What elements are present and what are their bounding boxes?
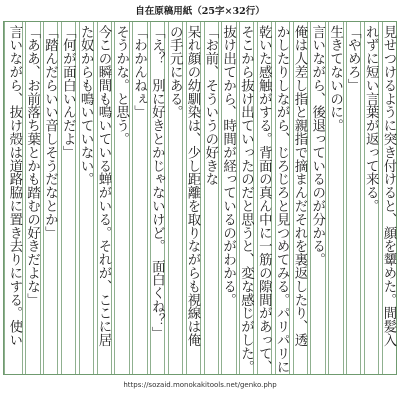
column-text: 「何が面白いんだよ」: [60, 25, 76, 159]
column-text: れずに短い言葉が返って来る。: [363, 25, 379, 213]
manuscript-column: [382, 22, 396, 374]
column-text: 乾いた感触がする。背面の真ん中に一筋の隙間があって、: [256, 25, 272, 374]
manuscript-column: [132, 22, 146, 374]
column-text: た奴からも鳴いていない。: [78, 25, 94, 186]
manuscript-column: [346, 22, 360, 374]
manuscript-column: [364, 22, 378, 374]
column-text: 今この瞬間も鳴いている蝉がいる。それが、ここに居: [95, 25, 111, 347]
column-text: そこから抜け出ていったのだと思うと、変な感じがした。: [238, 25, 254, 374]
manuscript-column: [257, 22, 271, 374]
column-text: の手元にある。: [167, 25, 183, 119]
column-text: 「お前、そういうの好きな: [202, 25, 218, 186]
manuscript-column: [114, 22, 128, 374]
manuscript-column: [328, 22, 342, 374]
column-text: 「踏んだらいい音しそうだなとか」: [42, 25, 58, 240]
column-text: 言いながら、後退っているのが分かる。: [309, 25, 325, 267]
column-text: 見せつけるように突き付けると、顔を顰めた。間髪入: [380, 25, 396, 347]
manuscript-column: [61, 22, 75, 374]
manuscript-column: [221, 22, 235, 374]
column-text: 俺は人差し指と親指で摘まんだそれを裏返したり、透: [291, 25, 307, 347]
manuscript-column: [150, 22, 164, 374]
manuscript-column: [310, 22, 324, 374]
column-text: 「ああ、お前落ち葉とかも踏むの好きだよな」: [24, 25, 40, 307]
manuscript-sheet: [3, 21, 397, 375]
column-text: 言いながら、抜け殻は道路脇に置き去りにする。使い: [6, 25, 22, 347]
manuscript-column: [43, 22, 57, 374]
manuscript-column: [168, 22, 182, 374]
page-title: 自在原稿用紙（25字×32行）: [135, 6, 265, 17]
column-text: 生きてないのに。: [327, 25, 343, 133]
column-text: 呆れ顔の幼馴染は、少し距離を取りながらも視線は俺: [184, 25, 200, 347]
manuscript-column: [204, 22, 218, 374]
manuscript-column: [25, 22, 39, 374]
manuscript-column: [79, 22, 93, 374]
manuscript-column: [186, 22, 200, 374]
manuscript-column: [293, 22, 307, 374]
column-text: かしたりしながら、じろじろと見つめてみる。パリパリに: [274, 25, 290, 374]
manuscript-column: [275, 22, 289, 374]
manuscript-column: [239, 22, 253, 374]
column-text: 抜け出てから、時間が経っているのがわかる。: [220, 25, 236, 307]
column-text: 「わかんねぇ」: [131, 25, 147, 119]
column-text: 「やめろ」: [345, 25, 361, 92]
manuscript-column: [8, 22, 22, 374]
column-text: 「え？ 別に好きとかじゃないけど。 面白くね？」: [149, 25, 165, 340]
manuscript-column: [97, 22, 111, 374]
column-text: そうかな。と思う。: [113, 25, 129, 146]
footer-url: https://sozaid.monokakitools.net/genko.php: [123, 381, 277, 389]
